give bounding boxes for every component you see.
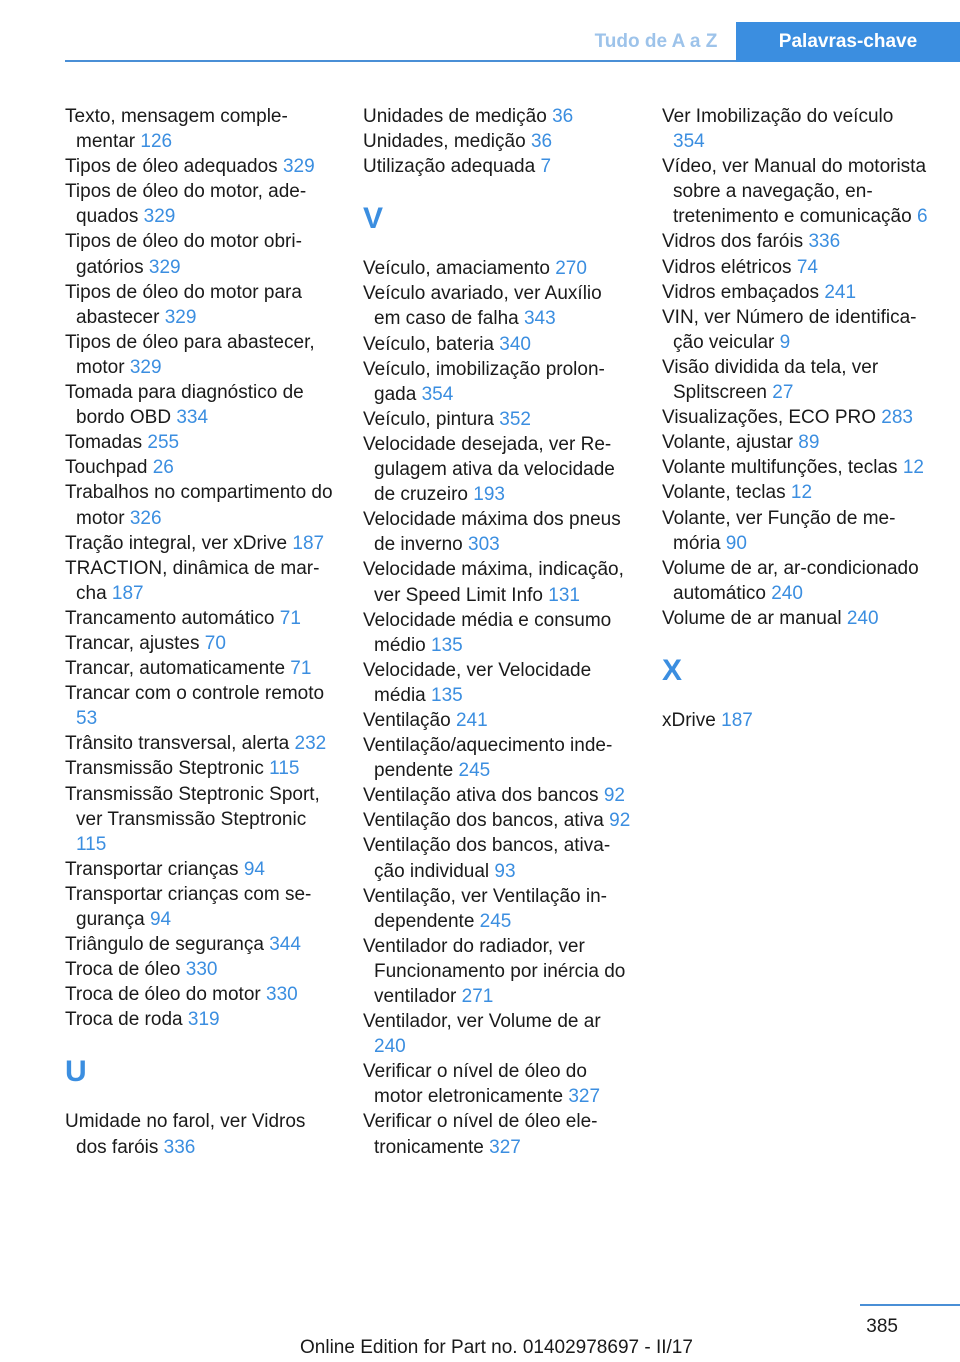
page-link[interactable]: 92 (603, 785, 625, 807)
page-link[interactable]: 93 (494, 860, 516, 882)
index-entry (363, 432, 631, 507)
index-entry (363, 281, 631, 331)
index-entry (363, 808, 631, 833)
page-link[interactable]: 135 (431, 684, 463, 706)
entry-text: Veículo, bateria (363, 333, 494, 355)
entry-text: Visão dividida da tela, ver Splitscreen (662, 356, 879, 404)
page-link[interactable]: 303 (468, 534, 500, 556)
entry-text: Tipos de óleo do motor para abastecer (65, 281, 302, 328)
page-link[interactable]: 343 (523, 308, 556, 330)
entry-text: Unidades de medição (363, 106, 547, 127)
entry-text: Ventilação, ver Ventilação independente (363, 885, 607, 932)
entry-text: Ventilação ativa dos bancos (363, 785, 599, 807)
page-number: 385 (866, 1316, 898, 1337)
page-link[interactable]: 344 (269, 934, 301, 956)
index-entry (65, 882, 333, 932)
page-link[interactable]: 240 (771, 582, 803, 604)
index-entry (363, 733, 631, 783)
entry-text: TRACTION, dinâmica de marcha (65, 557, 320, 604)
index-entry (363, 1059, 631, 1109)
entry-text: Velocidade máxima dos pneus de inverno (363, 509, 621, 556)
page-link[interactable]: 352 (499, 408, 531, 430)
entry-text: Vidros dos faróis (662, 231, 804, 253)
page-link[interactable]: 232 (294, 733, 327, 755)
page-link[interactable]: 327 (489, 1136, 521, 1158)
page-link[interactable]: 53 (76, 708, 98, 730)
page-link[interactable]: 329 (143, 206, 176, 228)
page-link[interactable]: 193 (473, 484, 505, 506)
page-link[interactable]: 6 (916, 206, 928, 228)
index-entry (662, 305, 930, 355)
entry-text: Velocidade média e consumo médio (363, 609, 612, 656)
index-entry (363, 608, 631, 658)
page-link[interactable]: 336 (808, 231, 841, 253)
page-link[interactable]: 240 (846, 607, 879, 629)
index-entry (662, 430, 930, 455)
page-link[interactable]: 12 (790, 482, 813, 504)
page-link[interactable]: 9 (779, 331, 791, 353)
page-link[interactable]: 89 (798, 432, 820, 454)
index-entry (363, 1009, 631, 1059)
index-entry (363, 332, 631, 357)
entry-text: Veículo avariado, ver Auxílio em caso de falha (363, 283, 602, 330)
index-entry (662, 405, 930, 430)
index-entry (65, 229, 333, 279)
index-entry (363, 1109, 631, 1159)
entry-text: Volante, ver Função de memória (662, 507, 896, 554)
entry-text: Tipos de óleo adequados (65, 156, 278, 178)
edition-note: Online Edition for Part no. 01402978697 - II/17 (300, 1337, 693, 1358)
index-entry (65, 1007, 333, 1032)
entry-text: Vidros elétricos (662, 256, 792, 278)
page-link[interactable]: 241 (824, 281, 857, 303)
entry-text: Ver Imobilização do veículo (662, 106, 894, 127)
index-entry (363, 256, 631, 281)
index-entry (363, 104, 631, 129)
page-link[interactable]: 94 (243, 858, 265, 880)
index-entry (363, 507, 631, 557)
index-entry (662, 154, 930, 229)
index-entry (662, 506, 930, 556)
page-link[interactable]: 334 (176, 407, 209, 429)
entry-text: Troca de óleo do motor (65, 984, 261, 1006)
index-entry (662, 255, 930, 280)
index-entry (65, 857, 333, 882)
page-link[interactable]: 271 (461, 986, 494, 1007)
index-entry (363, 357, 631, 407)
entry-text: Visualizações, ECO PRO (662, 407, 877, 429)
page-link[interactable]: 90 (725, 532, 747, 554)
index-entry (65, 1109, 333, 1159)
entry-text: Velocidade máxima, indicação, ver Speed Limit Info (363, 559, 624, 606)
entry-text: Velocidade desejada, ver Regulagem ativa da velocidade de cruzeiro (363, 433, 615, 506)
entry-text: Vidros embaçados (662, 281, 820, 303)
index-entry (65, 782, 333, 857)
tab-tudo-de-a-a-z[interactable]: Tudo de A a Z (594, 31, 718, 52)
entry-text: Trancar, ajustes (65, 632, 200, 654)
index-entry (65, 280, 333, 330)
index-entry (65, 480, 333, 530)
index-entry (363, 783, 631, 808)
index-entry (662, 708, 930, 733)
index-entry (662, 455, 930, 480)
index-column-3 (662, 104, 930, 733)
index-entry (65, 982, 333, 1007)
page-link[interactable]: 187 (721, 709, 753, 731)
entry-text: Veículo, imobilização prolongada (363, 358, 605, 405)
entry-text: Texto, mensagem complementar (65, 106, 288, 153)
entry-text: Trancar com o controle remoto (65, 683, 325, 705)
page-link[interactable]: 245 (479, 910, 512, 932)
index-entry (65, 430, 333, 455)
page-link[interactable]: 330 (266, 984, 298, 1006)
index-entry (65, 179, 333, 229)
index-entry (65, 731, 333, 756)
index-column-2 (363, 104, 631, 1160)
entry-text: Tração integral, ver xDrive (65, 532, 288, 554)
entry-text: Umidade no farol, ver Vidros dos faróis (65, 1111, 306, 1158)
entry-text: Verificar o nível de óleo do motor eletronicamente (363, 1061, 587, 1108)
page-link[interactable]: 71 (279, 607, 301, 629)
page-link[interactable]: 36 (530, 131, 553, 153)
page-link[interactable]: 255 (147, 432, 180, 454)
page-link[interactable]: 340 (499, 333, 531, 355)
page-link[interactable]: 7 (540, 156, 552, 178)
page-link[interactable]: 187 (292, 532, 325, 554)
page-link[interactable]: 283 (881, 407, 913, 429)
entry-text: Ventilação dos bancos, ativação individual (363, 835, 611, 882)
entry-text: Verificar o nível de óleo eletronicamente (363, 1111, 598, 1158)
page-link[interactable]: 336 (163, 1136, 196, 1158)
entry-text: xDrive (662, 709, 716, 731)
page-link[interactable]: 241 (455, 709, 488, 731)
entry-text: Tipos de óleo para abastecer, motor (65, 331, 315, 378)
page-link[interactable]: 131 (548, 584, 580, 606)
entry-text: Transmissão Steptronic Sport, ver Transmissão Steptronic (65, 783, 320, 830)
index-entry (363, 154, 631, 179)
index-entry (662, 104, 930, 154)
index-entry (65, 631, 333, 656)
entry-text: Volante, teclas (662, 482, 786, 504)
index-entry (662, 229, 930, 254)
entry-text: Vídeo, ver Manual do motorista sobre a navegação, entretenimento e comunicação (662, 156, 927, 228)
entry-text: Veículo, amaciamento (363, 258, 550, 280)
entry-text: Trancamento automático (65, 607, 275, 629)
index-entry (363, 708, 631, 733)
index-entry (65, 756, 333, 781)
entry-text: Unidades, medição (363, 131, 526, 153)
page-link[interactable]: 12 (902, 457, 924, 479)
page-link[interactable]: 26 (152, 457, 174, 479)
tab-palavras-chave[interactable]: Palavras-chave (736, 22, 960, 62)
entry-text: Troca de óleo (65, 959, 181, 981)
entry-text: Tipos de óleo do motor obrigatórios (65, 231, 302, 278)
index-entry (65, 154, 333, 179)
page-link[interactable]: 92 (609, 810, 631, 832)
entry-text: Trânsito transversal, alerta (65, 733, 290, 755)
entry-text: Volume de ar manual (662, 607, 842, 629)
page-link[interactable]: 36 (552, 106, 574, 127)
page-link[interactable]: 115 (269, 758, 300, 780)
entry-text: Trancar, automaticamente (65, 658, 286, 680)
page-link[interactable]: 319 (187, 1009, 220, 1031)
entry-text: Ventilador, ver Volume de ar (363, 1011, 601, 1033)
entry-text: Transportar crianças com segurança (65, 883, 312, 930)
page-link[interactable]: 27 (772, 382, 794, 404)
index-entry (363, 833, 631, 883)
entry-text: Tomada para diagnóstico de bordo OBD (65, 382, 304, 429)
entry-text: Volante multifunções, teclas (662, 457, 898, 479)
entry-text: Ventilação/aquecimento independente (363, 735, 613, 782)
entry-text: Volante, ajustar (662, 432, 793, 454)
entry-text: Triângulo de segurança (65, 934, 264, 956)
entry-text: Trabalhos no compartimento do motor (65, 482, 333, 529)
index-entry (65, 681, 333, 731)
index-entry (363, 658, 631, 708)
page-link[interactable]: 354 (421, 383, 454, 405)
index-entry (662, 606, 930, 631)
entry-text: Ventilação (363, 709, 451, 731)
section-letter: X (662, 653, 683, 687)
page-link[interactable]: 70 (204, 632, 226, 654)
index-entry (65, 380, 333, 430)
page-link[interactable]: 329 (129, 356, 162, 378)
index-entry (363, 934, 631, 1009)
entry-text: Touchpad (65, 457, 148, 479)
entry-text: Veículo, pintura (363, 408, 494, 430)
section-letter: U (65, 1055, 87, 1089)
page-link[interactable]: 245 (458, 760, 491, 782)
entry-text: Utilização adequada (363, 156, 536, 178)
page-link[interactable]: 240 (374, 1036, 406, 1058)
page-link[interactable]: 74 (796, 256, 818, 278)
page-link[interactable]: 330 (185, 959, 218, 981)
page-link[interactable]: 115 (76, 833, 107, 855)
index-entry (65, 556, 333, 606)
entry-text: Troca de roda (65, 1009, 183, 1031)
index-entry (662, 480, 930, 505)
index-entry (65, 606, 333, 631)
entry-text: Transportar crianças (65, 858, 239, 880)
page-link[interactable]: 327 (568, 1086, 601, 1108)
footer-rule (860, 1304, 960, 1306)
page-link[interactable]: 329 (148, 256, 181, 278)
index-entry (65, 455, 333, 480)
entry-text: Transmissão Steptronic (65, 758, 264, 780)
entry-text: Velocidade, ver Velocidade média (363, 659, 592, 706)
index-entry (363, 407, 631, 432)
page-link[interactable]: 94 (149, 909, 172, 930)
page-link[interactable]: 126 (140, 131, 173, 153)
index-entry (65, 330, 333, 380)
index-entry (65, 957, 333, 982)
page-link[interactable]: 326 (129, 507, 162, 529)
index-entry (662, 280, 930, 305)
index-entry (363, 557, 631, 607)
entry-text: Volume de ar, ar-condicionado automático (662, 557, 919, 604)
index-entry (65, 104, 333, 154)
entry-text: VIN, ver Número de identificação veicular (662, 306, 917, 353)
page-link[interactable]: 71 (290, 658, 312, 680)
index-entry (65, 932, 333, 957)
section-letter: V (363, 202, 384, 236)
index-entry (65, 656, 333, 681)
page-link[interactable]: 329 (164, 306, 197, 328)
entry-text: Tipos de óleo do motor, adequados (65, 181, 307, 228)
entry-text: Ventilador do radiador, ver Funcionamento por inércia do ventilador (363, 935, 626, 1007)
page-link[interactable]: 135 (431, 634, 463, 656)
entry-text: Tomadas (65, 432, 143, 454)
index-entry (363, 884, 631, 934)
index-entry (363, 129, 631, 154)
page-link[interactable]: 329 (282, 156, 315, 178)
index-column-1 (65, 104, 333, 1160)
entry-text: Ventilação dos bancos, ativa (363, 810, 604, 832)
index-entry (65, 531, 333, 556)
page-link[interactable]: 270 (555, 258, 587, 280)
index-entry (662, 355, 930, 405)
index-entry (662, 556, 930, 606)
page-link[interactable]: 354 (673, 131, 705, 153)
page-link[interactable]: 187 (111, 582, 144, 604)
